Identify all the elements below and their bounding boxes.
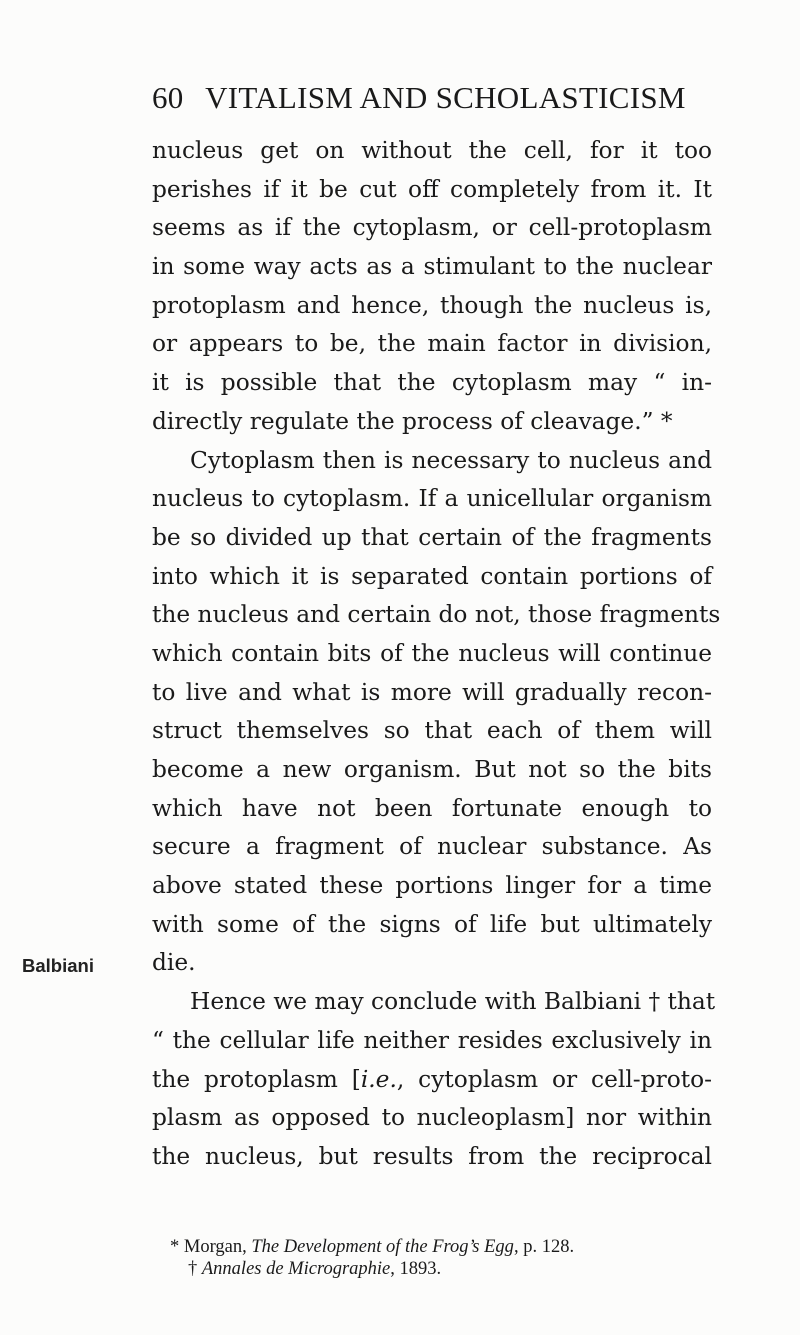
page-number: 60 (152, 80, 184, 115)
italic-abbreviation: i.e. (360, 1065, 397, 1093)
running-header (152, 80, 712, 116)
text-line: struct themselves so that each of them will (152, 717, 712, 745)
footnote-1 (170, 1236, 730, 1258)
text-line: it is possible that the cytoplasm may “ in- (152, 369, 712, 397)
text-line: the nucleus and certain do not, those fragments (152, 601, 721, 629)
text-line: nucleus to cytoplasm. If a unicellular organism (152, 485, 712, 513)
text-line: Hence we may conclude with Balbiani † that (190, 988, 716, 1016)
text-line: plasm as opposed to nucleoplasm] nor within (152, 1104, 712, 1132)
text-line: protoplasm and hence, though the nucleus is, (152, 291, 712, 319)
text-segment: the protoplasm [ (152, 1065, 361, 1093)
text-line: into which it is separated contain portions of (152, 562, 712, 590)
text-line: directly regulate the process of cleavage.” * (152, 407, 673, 435)
footnote-title: Annales de Micrographie (201, 1259, 391, 1279)
text-segment: , cytoplasm or cell-proto- (396, 1065, 712, 1093)
text-line: to live and what is more will gradually recon- (152, 678, 712, 706)
text-line: or appears to be, the main factor in division, (152, 330, 712, 358)
margin-note: Balbiani (22, 955, 94, 976)
text-line (152, 1061, 712, 1100)
text-line: seems as if the cytoplasm, or cell-protoplasm (152, 214, 712, 242)
text-line: perishes if it be cut off completely from it. It (152, 175, 712, 203)
footnote-2 (170, 1258, 730, 1280)
text-line: with some of the signs of life but ultimately (152, 910, 712, 938)
text-line: die. (152, 949, 196, 977)
text-line: become a new organism. But not so the bits (152, 756, 712, 783)
body-text (152, 132, 721, 1177)
text-line: be so divided up that certain of the fragments (152, 523, 712, 551)
footnote-prefix: † (188, 1259, 202, 1279)
text-line: secure a fragment of nuclear substance. As (152, 833, 712, 861)
text-line: which contain bits of the nucleus will continue (152, 639, 712, 667)
text-line: Cytoplasm then is necessary to nucleus and (190, 446, 712, 474)
running-title: VITALISM AND SCHOLASTICISM (205, 80, 686, 115)
text-line: above stated these portions linger for a time (152, 872, 712, 900)
text-line: nucleus get on without the cell, for it too (152, 137, 712, 164)
text-line: in some way acts as a stimulant to the nuclear (152, 253, 712, 281)
footnote-suffix: , 1893. (390, 1259, 442, 1279)
text-line: “ the cellular life neither resides exclusively in (152, 1026, 712, 1054)
text-line: the nucleus, but results from the reciprocal (152, 1142, 712, 1170)
footnote-title: The Development of the Frog’s Egg (251, 1237, 514, 1257)
footnote-prefix: * Morgan, (170, 1237, 252, 1257)
text-line: which have not been fortunate enough to (152, 794, 712, 822)
footnote-suffix: , p. 128. (513, 1237, 575, 1257)
footnotes (170, 1236, 730, 1280)
